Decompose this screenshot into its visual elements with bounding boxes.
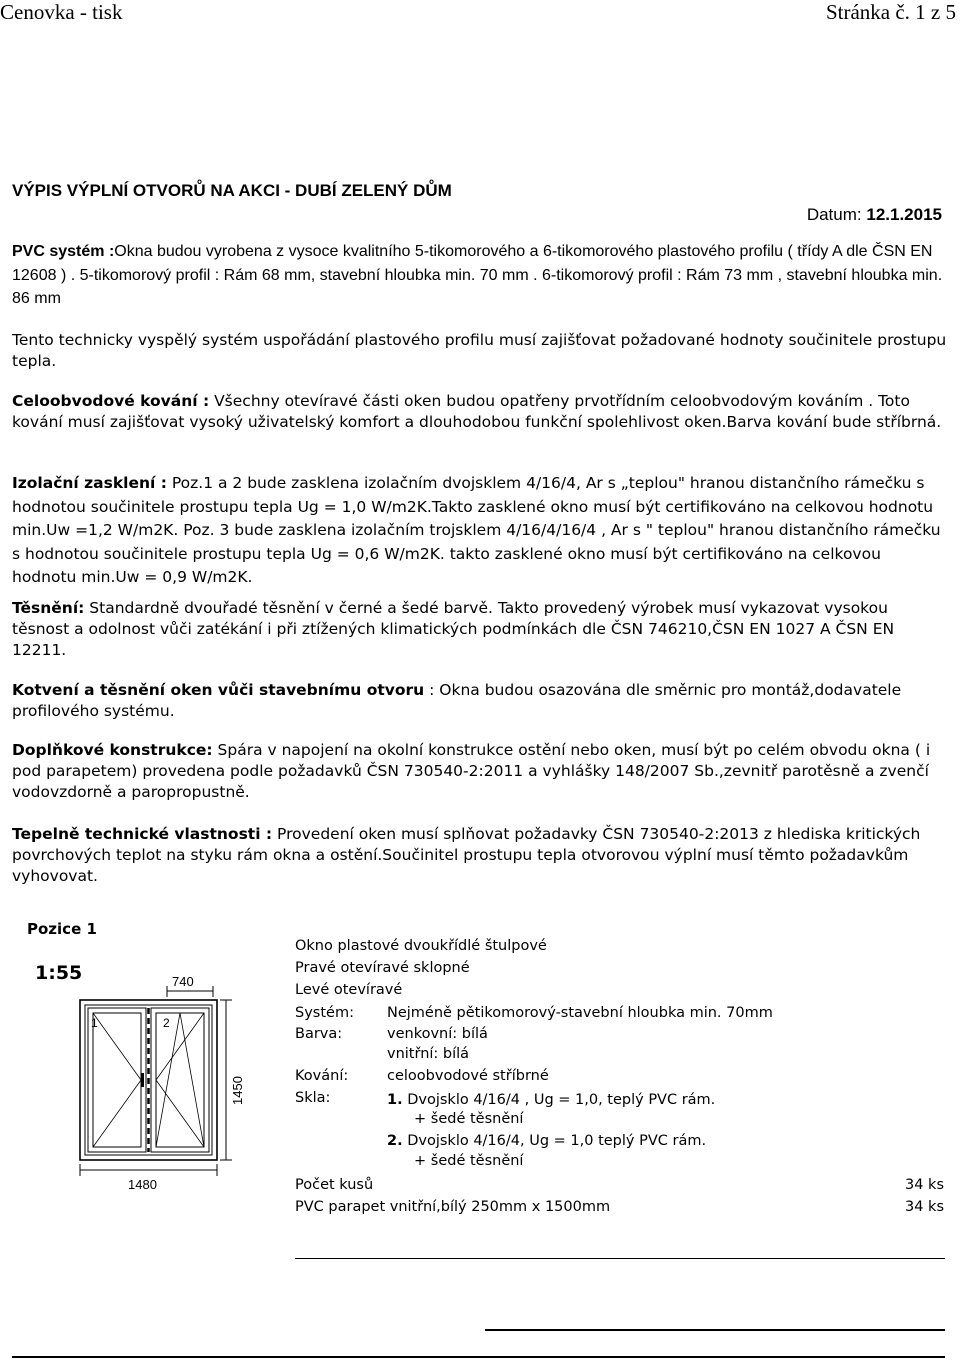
izolacni-paragraph	[12, 472, 947, 590]
page-header-pagination: Stránka č. 1 z 5	[825, 0, 956, 24]
doplnkove-heading: Doplňkové konstrukce:	[12, 741, 213, 759]
position-label: Pozice 1	[27, 920, 97, 938]
bottom-dimension	[80, 1164, 217, 1192]
izolacni-heading: Izolační zasklení :	[12, 474, 167, 492]
spec-barva-key: Barva:	[295, 1026, 343, 1042]
tesneni-paragraph	[12, 598, 947, 661]
dim-top-label: 740	[172, 974, 194, 989]
pvc-system-text: Okna budou vyrobena z vysoce kvalitního 5-tikomorového a 6-tikomorového plastového profilu ( třídy A dle ČSN EN 12608 ) . 5-tikomorový profil : Rám 68 mm, stavební hloubka min. 70 mm . 6-tikomorový profil : Rám 73 mm , stavební hloubka min. 86 mm	[12, 243, 943, 307]
spec-line-2: Pravé otevíravé sklopné	[295, 960, 470, 976]
skla-item-2	[387, 1130, 706, 1152]
spec-barva-value-outer: venkovní: bílá	[387, 1026, 488, 1042]
izolacni-text: Poz.1 a 2 bude zasklena izolačním dvojsklem 4/16/4, Ar s „teplou" hranou distančního rámečku s hodnotou součinitele prostupu tepla Ug = 1,0 W/m2K.Takto zasklené okno musí být certifikováno na celkovou hodnotu min.Uw =1,2 W/m2K. Poz. 3 bude zasklena izolačním trojsklem 4/16/4/16/4 , Ar s " teplou" hranou distančního rámečku s hodnotou součinitele prostupu tepla Ug = 0,6 W/m2K. takto zasklené okno musí být certifikováno na celkovou hodnotu min.Uw = 0,9 W/m2K.	[12, 474, 941, 586]
doplnkove-text: Spára v napojení na okolní konstrukce ostění nebo oken, musí být po celém obvodu okna ( i pod parapetem) provedena podle požadavků ČSN 730540-2:2011 a vyhlášky 148/2007 Sb.,zevnitř parotěsně a zvenčí vodovzdorně a paropropustně.	[12, 741, 931, 801]
kotveni-text: : Okna budou osazována dle směrnic pro montáž,dodavatele profilového systému.	[12, 681, 902, 720]
page-header-title: Cenovka - tisk	[0, 0, 123, 24]
sash-number-1: 1	[91, 1016, 98, 1030]
kotveni-paragraph	[12, 680, 947, 722]
skla-item-1-num: 1.	[387, 1092, 403, 1108]
tesneni-text: Standardně dvouřadé těsnění v černé a šedé barvě. Takto provedený výrobek musí vykazovat vysokou těsnost a odolnost vůči zatékání i při ztížených klimatických podmínkách dle ČSN 746210,ČSN EN 1027 A ČSN EN 12211.	[12, 599, 895, 659]
pocet-label: Počet kusů	[295, 1177, 374, 1193]
tepelne-heading: Tepelně technické vlastnosti :	[12, 825, 273, 843]
dim-bottom-label: 1480	[128, 1177, 157, 1192]
pvc-system-heading: PVC systém :	[12, 243, 115, 260]
kovani-paragraph	[12, 391, 947, 433]
date-value: 12.1.2015	[866, 205, 942, 224]
spec-line-3: Levé otevíravé	[295, 982, 403, 998]
page-footer-rule	[12, 1356, 945, 1358]
skla-item-2-sub: + šedé těsnění	[414, 1153, 524, 1169]
document-date	[807, 205, 942, 225]
spec-barva-value-inner: vnitřní: bílá	[387, 1046, 470, 1062]
kotveni-heading: Kotvení a těsnění oken vůči stavebnímu otvoru	[12, 681, 425, 699]
tesneni-heading: Těsnění:	[12, 599, 85, 617]
tepelne-text: Provedení oken musí splňovat požadavky ČSN 730540-2:2013 z hlediska kritických povrchových teplot na styku rám okna a ostění.Součinitel prostupu tepla otvorovou výplní musí těmto požadavkům vyhovovat.	[12, 825, 921, 885]
skla-item-2-num: 2.	[387, 1133, 403, 1149]
sash-number-2: 2	[163, 1016, 170, 1030]
window-drawing	[60, 965, 260, 1200]
skla-item-1-text: Dvojsklo 4/16/4 , Ug = 1,0, teplý PVC rám.	[407, 1092, 716, 1108]
pocet-qty: 34 ks	[904, 1177, 944, 1193]
skla-item-2-text: Dvojsklo 4/16/4, Ug = 1,0 teplý PVC rám.	[407, 1133, 707, 1149]
spec-system-key: Systém:	[295, 1005, 354, 1021]
top-dimension	[167, 974, 213, 997]
kovani-heading: Celoobvodové kování :	[12, 392, 210, 410]
spec-line-1: Okno plastové dvoukřídlé štulpové	[295, 938, 547, 954]
right-dimension	[220, 1000, 245, 1160]
spec-skla-key: Skla:	[295, 1090, 331, 1106]
document-title: VÝPIS VÝPLNÍ OTVORŮ NA AKCI - DUBÍ ZELENÝ DŮM	[12, 181, 452, 200]
spec-kovani-key: Kování:	[295, 1068, 349, 1084]
spec-system-value: Nejméně pětikomorový-stavební hloubka min. 70mm	[387, 1005, 773, 1021]
drawing-scale: 1:55	[35, 962, 83, 984]
pvc-system-paragraph	[12, 240, 947, 311]
separator-line-short	[485, 1329, 945, 1331]
kovani-text: Všechny otevíravé části oken budou opatřeny prvotřídním celoobvodovým kováním . Toto kování musí zajišťovat vysoký uživatelský komfort a dlouhodobou funkční spolehlivost oken.Barva kování bude stříbrná.	[12, 392, 942, 431]
dim-right-label: 1450	[230, 1076, 245, 1105]
spec-kovani-value: celoobvodové stříbrné	[387, 1068, 549, 1084]
separator-line	[295, 1258, 945, 1259]
parapet-qty: 34 ks	[904, 1199, 944, 1215]
tento-paragraph: Tento technicky vyspělý systém uspořádání plastového profilu musí zajišťovat požadované hodnoty součinitele prostupu tepla.	[12, 331, 947, 370]
tepelne-paragraph	[12, 824, 947, 887]
parapet-label: PVC parapet vnitřní,bílý 250mm x 1500mm	[295, 1199, 611, 1215]
skla-item-1-sub: + šedé těsnění	[414, 1111, 524, 1127]
date-label: Datum:	[806, 205, 862, 224]
doplnkove-paragraph	[12, 740, 947, 803]
